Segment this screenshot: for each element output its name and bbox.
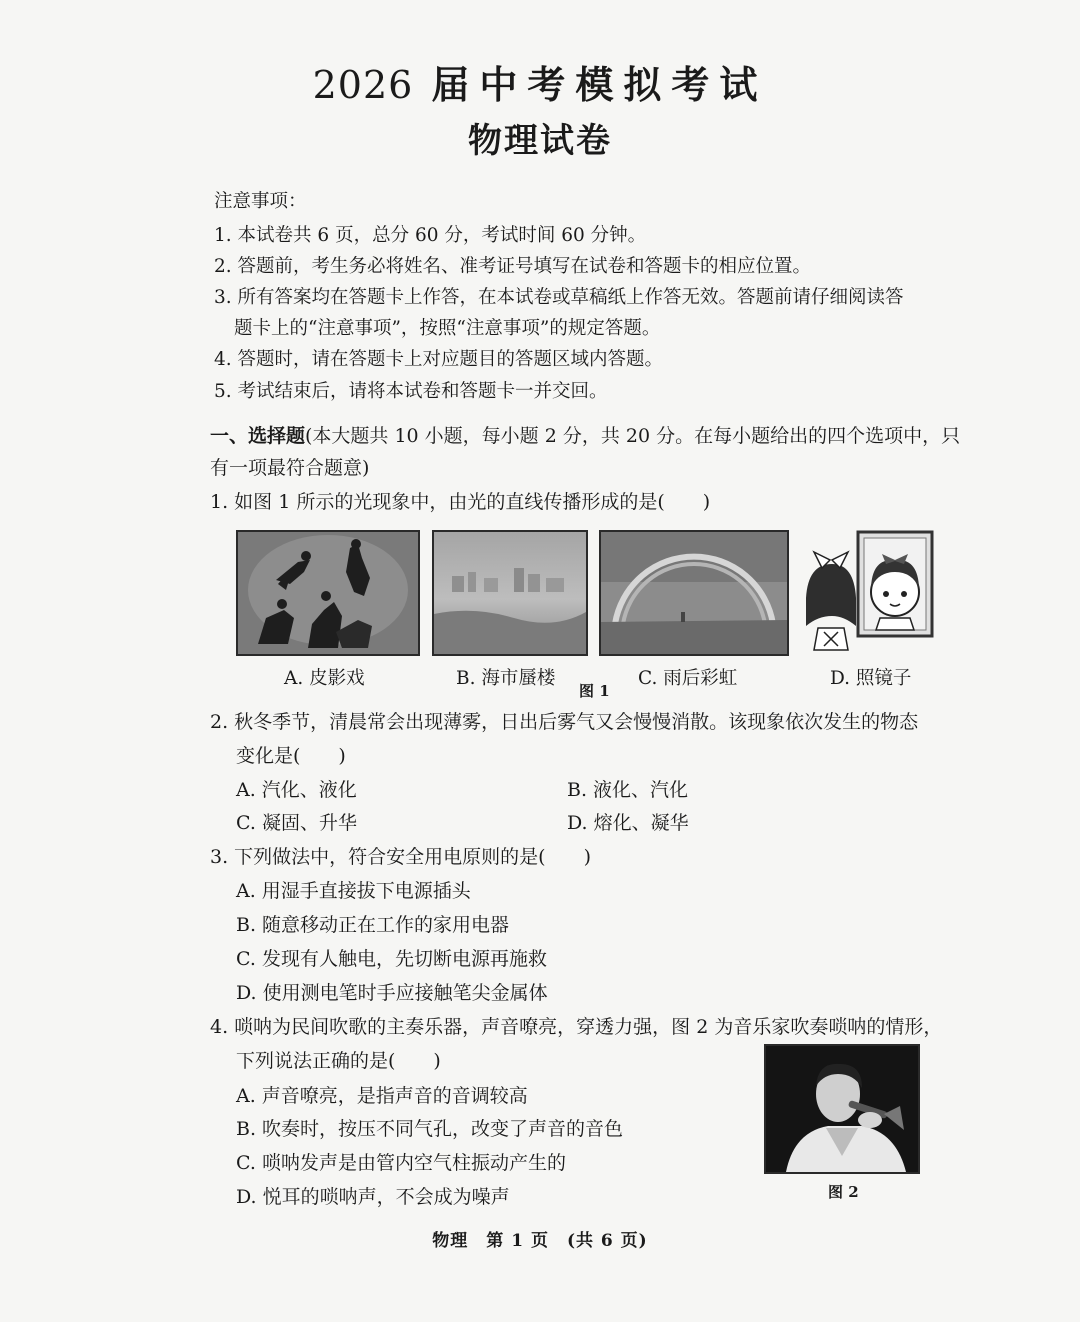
notes-item-3: 3. 所有答案均在答题卡上作答，在本试卷或草稿纸上作答无效。答题前请仔细阅读答 bbox=[214, 287, 904, 308]
q3-option-a: A. 用湿手直接拔下电源插头 bbox=[236, 880, 471, 902]
page-title bbox=[0, 54, 1080, 109]
q2-option-b: B. 液化、汽化 bbox=[567, 779, 689, 801]
figure-2-caption: 图 2 bbox=[828, 1183, 859, 1201]
q4-stem-cont: 下列说法正确的是( ) bbox=[236, 1050, 441, 1072]
rainbow-image bbox=[599, 530, 789, 656]
q2-option-c: C. 凝固、升华 bbox=[236, 812, 357, 834]
suona-player-image bbox=[764, 1044, 920, 1174]
mirror-image bbox=[800, 528, 934, 660]
section-desc-cont: 有一项最符合题意) bbox=[210, 457, 370, 479]
notes-item-3-cont: 题卡上的“注意事项”，按照“注意事项”的规定答题。 bbox=[234, 318, 661, 339]
notes-item-4: 4. 答题时，请在答题卡上对应题目的答题区域内答题。 bbox=[214, 349, 664, 370]
mirage-image bbox=[432, 530, 588, 656]
q3-option-d: D. 使用测电笔时手应接触笔尖金属体 bbox=[236, 982, 548, 1004]
q1-stem: 1. 如图 1 所示的光现象中，由光的直线传播形成的是( ) bbox=[210, 491, 711, 513]
q2-option-d: D. 熔化、凝华 bbox=[567, 812, 689, 834]
q2-stem: 2. 秋冬季节，清晨常会出现薄雾，日出后雾气又会慢慢消散。该现象依次发生的物态 bbox=[210, 711, 919, 733]
q4-option-a: A. 声音嘹亮，是指声音的音调较高 bbox=[236, 1085, 528, 1107]
page-footer: 物理 第 1 页 (共 6 页) bbox=[432, 1231, 648, 1251]
q3-option-c: C. 发现有人触电，先切断电源再施救 bbox=[236, 948, 547, 970]
notes-heading: 注意事项： bbox=[214, 191, 307, 212]
page-subtitle: 物理试卷 bbox=[468, 121, 612, 161]
q1-option-b: B. 海市蜃楼 bbox=[456, 668, 556, 689]
q2-option-a: A. 汽化、液化 bbox=[236, 779, 357, 801]
shadow-puppet-image bbox=[236, 530, 420, 656]
q4-stem: 4. 唢呐为民间吹歌的主奏乐器，声音嘹亮，穿透力强，图 2 为音乐家吹奏唢呐的情形， bbox=[210, 1016, 943, 1038]
q1-option-d: D. 照镜子 bbox=[830, 668, 912, 689]
figure-1-caption: 图 1 bbox=[579, 682, 610, 700]
q1-option-c: C. 雨后彩虹 bbox=[638, 668, 738, 689]
q3-option-b: B. 随意移动正在工作的家用电器 bbox=[236, 914, 510, 936]
notes-item-1: 1. 本试卷共 6 页，总分 60 分，考试时间 60 分钟。 bbox=[214, 225, 647, 246]
section-label: 一、选择题 bbox=[210, 425, 306, 447]
q4-option-d: D. 悦耳的唢呐声，不会成为噪声 bbox=[236, 1186, 510, 1208]
q4-option-c: C. 唢呐发声是由管内空气柱振动产生的 bbox=[236, 1152, 566, 1174]
q1-option-a: A. 皮影戏 bbox=[284, 668, 365, 689]
notes-item-2: 2. 答题前，考生务必将姓名、准考证号填写在试卷和答题卡的相应位置。 bbox=[214, 256, 812, 277]
q4-option-b: B. 吹奏时，按压不同气孔，改变了声音的音色 bbox=[236, 1118, 624, 1140]
exam-year: 2026 bbox=[312, 63, 414, 107]
q3-stem: 3. 下列做法中，符合安全用电原则的是( ) bbox=[210, 846, 591, 868]
notes-item-5: 5. 考试结束后，请将本试卷和答题卡一并交回。 bbox=[214, 381, 608, 402]
q2-stem-cont: 变化是( ) bbox=[236, 745, 346, 767]
section-heading bbox=[210, 426, 960, 446]
section-desc: (本大题共 10 小题，每小题 2 分，共 20 分。在每小题给出的四个选项中，只 bbox=[305, 425, 961, 447]
exam-title: 届中考模拟考试 bbox=[431, 62, 768, 107]
